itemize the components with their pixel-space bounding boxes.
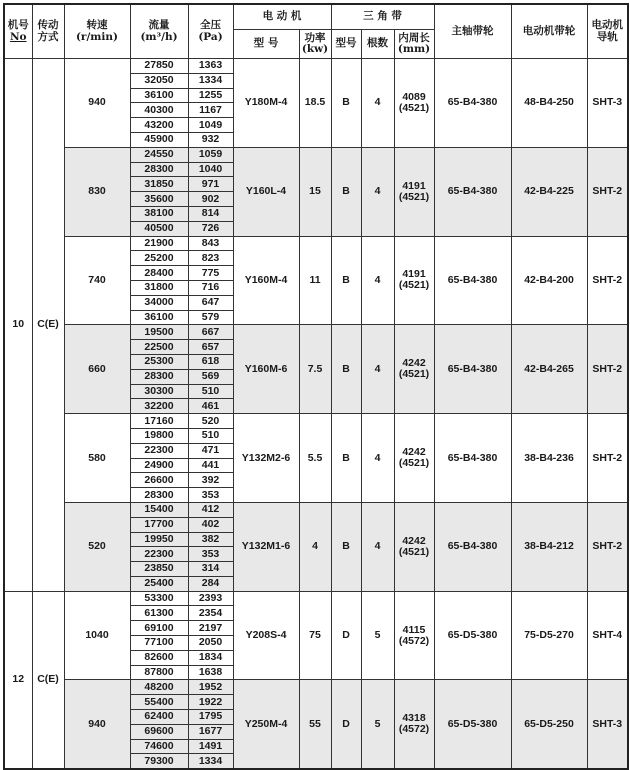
cell-pressure: 461 <box>188 399 233 414</box>
cell-pressure: 647 <box>188 295 233 310</box>
cell-flow: 79300 <box>130 754 188 769</box>
belt-length-alt: (4521) <box>398 190 430 203</box>
cell-pressure: 1040 <box>188 162 233 177</box>
cell-pressure: 716 <box>188 280 233 295</box>
cell-flow: 40500 <box>130 221 188 236</box>
cell-motor-power: 15 <box>299 147 331 236</box>
cell-pressure: 392 <box>188 473 233 488</box>
header-motor-power-unit: (kw) <box>301 43 329 55</box>
cell-flow: 17700 <box>130 517 188 532</box>
cell-flow: 34000 <box>130 295 188 310</box>
cell-motor-pulley: 42-B4-265 <box>511 325 587 414</box>
cell-belt-type: B <box>331 414 361 503</box>
header-pressure <box>188 4 233 59</box>
cell-pressure: 1638 <box>188 665 233 680</box>
cell-belt-type: B <box>331 147 361 236</box>
header-speed-unit: (r/min) <box>75 30 119 43</box>
cell-belt-type: D <box>331 680 361 769</box>
cell-flow: 22500 <box>130 340 188 355</box>
header-motor: 电 动 机 <box>233 4 331 30</box>
cell-main-pulley: 65-B4-380 <box>434 147 511 236</box>
cell-pressure: 1491 <box>188 739 233 754</box>
header-pressure-label: 全压 <box>200 19 221 32</box>
cell-belt-type: D <box>331 591 361 680</box>
table-header <box>4 4 628 59</box>
belt-length-value: 4242 <box>402 534 426 547</box>
header-belt: 三 角 带 <box>331 4 434 30</box>
cell-speed: 940 <box>64 680 130 769</box>
cell-belt-type: B <box>331 59 361 148</box>
cell-flow: 28300 <box>130 369 188 384</box>
cell-pressure: 520 <box>188 414 233 429</box>
cell-pressure: 618 <box>188 354 233 369</box>
cell-flow: 36100 <box>130 88 188 103</box>
cell-flow: 24550 <box>130 147 188 162</box>
cell-pressure: 412 <box>188 502 233 517</box>
cell-pressure: 510 <box>188 384 233 399</box>
belt-length-alt: (4521) <box>398 545 430 558</box>
cell-belt-length <box>394 591 434 680</box>
cell-flow: 28300 <box>130 488 188 503</box>
header-flow-unit: (m³/h) <box>140 30 178 43</box>
table-row <box>4 236 628 251</box>
cell-pressure: 1255 <box>188 88 233 103</box>
cell-model-no: 12 <box>4 591 32 769</box>
cell-belt-count: 4 <box>361 502 394 591</box>
header-speed-label: 转速 <box>86 19 108 32</box>
belt-length-value: 4089 <box>402 90 426 103</box>
cell-flow: 77100 <box>130 636 188 651</box>
cell-speed: 660 <box>64 325 130 414</box>
cell-speed: 940 <box>64 59 130 148</box>
cell-flow: 19950 <box>130 532 188 547</box>
cell-belt-length <box>394 414 434 503</box>
cell-flow: 26600 <box>130 473 188 488</box>
header-model-no <box>4 4 32 59</box>
cell-pressure: 1952 <box>188 680 233 695</box>
header-belt-length-label: 内周长 <box>398 31 430 44</box>
cell-motor-power: 7.5 <box>299 325 331 414</box>
cell-pressure: 1677 <box>188 724 233 739</box>
cell-pressure: 971 <box>188 177 233 192</box>
cell-pressure: 353 <box>188 488 233 503</box>
cell-flow: 22300 <box>130 443 188 458</box>
cell-pressure: 657 <box>188 340 233 355</box>
header-motor-power-label: 功率 <box>304 31 326 44</box>
cell-pressure: 902 <box>188 192 233 207</box>
cell-motor-pulley: 65-D5-250 <box>511 680 587 769</box>
cell-main-pulley: 65-B4-380 <box>434 59 511 148</box>
cell-flow: 28300 <box>130 162 188 177</box>
fan-spec-table <box>3 3 629 770</box>
cell-belt-length <box>394 147 434 236</box>
cell-belt-count: 4 <box>361 147 394 236</box>
cell-motor-pulley: 48-B4-250 <box>511 59 587 148</box>
cell-belt-count: 4 <box>361 59 394 148</box>
header-main-pulley: 主轴带轮 <box>434 4 511 59</box>
cell-motor-rail: SHT-3 <box>587 59 628 148</box>
belt-length-alt: (4572) <box>398 634 430 647</box>
cell-motor-rail: SHT-4 <box>587 591 628 680</box>
cell-flow: 69100 <box>130 621 188 636</box>
cell-flow: 25300 <box>130 354 188 369</box>
cell-pressure: 2393 <box>188 591 233 606</box>
cell-speed: 520 <box>64 502 130 591</box>
cell-belt-length <box>394 236 434 325</box>
belt-length-value: 4191 <box>402 179 426 192</box>
cell-pressure: 1795 <box>188 710 233 725</box>
cell-belt-count: 4 <box>361 325 394 414</box>
header-drive: 传动方式 <box>32 4 64 59</box>
cell-speed: 1040 <box>64 591 130 680</box>
belt-length-value: 4115 <box>402 623 426 636</box>
cell-main-pulley: 65-B4-380 <box>434 236 511 325</box>
cell-main-pulley: 65-B4-380 <box>434 325 511 414</box>
cell-pressure: 1334 <box>188 73 233 88</box>
cell-belt-count: 5 <box>361 591 394 680</box>
cell-motor-rail: SHT-3 <box>587 680 628 769</box>
cell-motor-type: Y180M-4 <box>233 59 299 148</box>
cell-motor-type: Y250M-4 <box>233 680 299 769</box>
header-model-no-label: 机号 <box>7 19 29 32</box>
cell-main-pulley: 65-B4-380 <box>434 502 511 591</box>
cell-pressure: 2354 <box>188 606 233 621</box>
cell-model-no: 10 <box>4 59 32 592</box>
cell-pressure: 471 <box>188 443 233 458</box>
cell-pressure: 2050 <box>188 636 233 651</box>
cell-pressure: 353 <box>188 547 233 562</box>
cell-motor-power: 55 <box>299 680 331 769</box>
cell-pressure: 843 <box>188 236 233 251</box>
cell-pressure: 823 <box>188 251 233 266</box>
cell-flow: 40300 <box>130 103 188 118</box>
header-motor-type: 型 号 <box>233 30 299 59</box>
belt-length-value: 4191 <box>402 268 426 281</box>
belt-length-value: 4318 <box>402 712 426 725</box>
cell-flow: 32200 <box>130 399 188 414</box>
cell-speed: 580 <box>64 414 130 503</box>
table-body <box>4 59 628 770</box>
header-motor-rail: 电动机导轨 <box>587 4 628 59</box>
cell-pressure: 441 <box>188 458 233 473</box>
cell-pressure: 667 <box>188 325 233 340</box>
belt-length-value: 4242 <box>402 357 426 370</box>
cell-motor-type: Y132M1-6 <box>233 502 299 591</box>
cell-flow: 17160 <box>130 414 188 429</box>
cell-flow: 23850 <box>130 562 188 577</box>
cell-flow: 82600 <box>130 650 188 665</box>
cell-pressure: 1049 <box>188 118 233 133</box>
cell-pressure: 510 <box>188 428 233 443</box>
cell-motor-power: 11 <box>299 236 331 325</box>
cell-flow: 19800 <box>130 428 188 443</box>
cell-motor-rail: SHT-2 <box>587 414 628 503</box>
header-belt-count: 根数 <box>361 30 394 59</box>
belt-length-alt: (4521) <box>398 101 430 114</box>
cell-pressure: 579 <box>188 310 233 325</box>
cell-pressure: 382 <box>188 532 233 547</box>
cell-pressure: 814 <box>188 206 233 221</box>
table-row <box>4 680 628 695</box>
cell-motor-power: 75 <box>299 591 331 680</box>
cell-speed: 740 <box>64 236 130 325</box>
cell-belt-length <box>394 680 434 769</box>
cell-belt-type: B <box>331 325 361 414</box>
cell-motor-power: 18.5 <box>299 59 331 148</box>
header-belt-type: 型号 <box>331 30 361 59</box>
cell-pressure: 726 <box>188 221 233 236</box>
belt-length-alt: (4521) <box>398 368 430 381</box>
cell-motor-pulley: 38-B4-212 <box>511 502 587 591</box>
cell-flow: 30300 <box>130 384 188 399</box>
cell-flow: 28400 <box>130 266 188 281</box>
cell-pressure: 1059 <box>188 147 233 162</box>
header-model-no-sub: No <box>9 30 27 43</box>
header-belt-length <box>394 30 434 59</box>
cell-belt-length <box>394 59 434 148</box>
cell-motor-rail: SHT-2 <box>587 502 628 591</box>
cell-flow: 22300 <box>130 547 188 562</box>
cell-speed: 830 <box>64 147 130 236</box>
cell-flow: 69600 <box>130 724 188 739</box>
cell-motor-power: 4 <box>299 502 331 591</box>
cell-motor-rail: SHT-2 <box>587 325 628 414</box>
table-row <box>4 591 628 606</box>
cell-motor-rail: SHT-2 <box>587 147 628 236</box>
cell-motor-rail: SHT-2 <box>587 236 628 325</box>
cell-flow: 62400 <box>130 710 188 725</box>
cell-belt-length <box>394 325 434 414</box>
belt-length-alt: (4572) <box>398 723 430 736</box>
cell-flow: 25200 <box>130 251 188 266</box>
cell-flow: 35600 <box>130 192 188 207</box>
cell-flow: 74600 <box>130 739 188 754</box>
cell-pressure: 1334 <box>188 754 233 769</box>
cell-pressure: 1834 <box>188 650 233 665</box>
header-motor-pulley: 电动机带轮 <box>511 4 587 59</box>
cell-pressure: 314 <box>188 562 233 577</box>
cell-belt-count: 5 <box>361 680 394 769</box>
cell-belt-type: B <box>331 502 361 591</box>
cell-motor-type: Y160M-4 <box>233 236 299 325</box>
table-row <box>4 502 628 517</box>
cell-motor-type: Y132M2-6 <box>233 414 299 503</box>
cell-flow: 32050 <box>130 73 188 88</box>
cell-belt-type: B <box>331 236 361 325</box>
belt-length-value: 4242 <box>402 446 426 458</box>
cell-drive: C(E) <box>32 591 64 769</box>
cell-belt-count: 4 <box>361 414 394 503</box>
cell-pressure: 1922 <box>188 695 233 710</box>
cell-flow: 31800 <box>130 280 188 295</box>
cell-flow: 31850 <box>130 177 188 192</box>
cell-motor-pulley: 38-B4-236 <box>511 414 587 503</box>
cell-pressure: 775 <box>188 266 233 281</box>
cell-flow: 21900 <box>130 236 188 251</box>
cell-drive: C(E) <box>32 59 64 592</box>
cell-flow: 25400 <box>130 576 188 591</box>
cell-motor-pulley: 75-D5-270 <box>511 591 587 680</box>
header-speed <box>64 4 130 59</box>
table-row <box>4 59 628 74</box>
cell-flow: 53300 <box>130 591 188 606</box>
header-flow <box>130 4 188 59</box>
cell-flow: 36100 <box>130 310 188 325</box>
cell-belt-length <box>394 502 434 591</box>
cell-flow: 43200 <box>130 118 188 133</box>
cell-motor-power: 5.5 <box>299 414 331 503</box>
cell-motor-pulley: 42-B4-225 <box>511 147 587 236</box>
cell-flow: 19500 <box>130 325 188 340</box>
table-row <box>4 147 628 162</box>
cell-pressure: 1167 <box>188 103 233 118</box>
cell-main-pulley: 65-D5-380 <box>434 591 511 680</box>
cell-motor-type: Y160L-4 <box>233 147 299 236</box>
cell-pressure: 2197 <box>188 621 233 636</box>
cell-pressure: 284 <box>188 576 233 591</box>
cell-flow: 87800 <box>130 665 188 680</box>
cell-flow: 48200 <box>130 680 188 695</box>
cell-flow: 24900 <box>130 458 188 473</box>
fan-spec-table-wrapper <box>3 3 627 770</box>
cell-motor-type: Y208S-4 <box>233 591 299 680</box>
header-pressure-unit: (Pa) <box>198 30 223 43</box>
table-row <box>4 325 628 340</box>
header-belt-length-unit: (mm) <box>397 43 431 55</box>
cell-flow: 61300 <box>130 606 188 621</box>
cell-motor-pulley: 42-B4-200 <box>511 236 587 325</box>
cell-flow: 15400 <box>130 502 188 517</box>
table-row <box>4 414 628 429</box>
belt-length-alt: (4521) <box>398 279 430 292</box>
cell-flow: 27850 <box>130 59 188 74</box>
header-flow-label: 流量 <box>148 19 170 32</box>
cell-main-pulley: 65-D5-380 <box>434 680 511 769</box>
cell-flow: 45900 <box>130 132 188 147</box>
cell-pressure: 932 <box>188 132 233 147</box>
cell-main-pulley: 65-B4-380 <box>434 414 511 503</box>
cell-pressure: 402 <box>188 517 233 532</box>
header-motor-power <box>299 30 331 59</box>
cell-motor-type: Y160M-6 <box>233 325 299 414</box>
cell-pressure: 569 <box>188 369 233 384</box>
cell-flow: 55400 <box>130 695 188 710</box>
cell-belt-count: 4 <box>361 236 394 325</box>
cell-pressure: 1363 <box>188 59 233 74</box>
belt-length-alt: (4521) <box>398 457 430 470</box>
cell-flow: 38100 <box>130 206 188 221</box>
